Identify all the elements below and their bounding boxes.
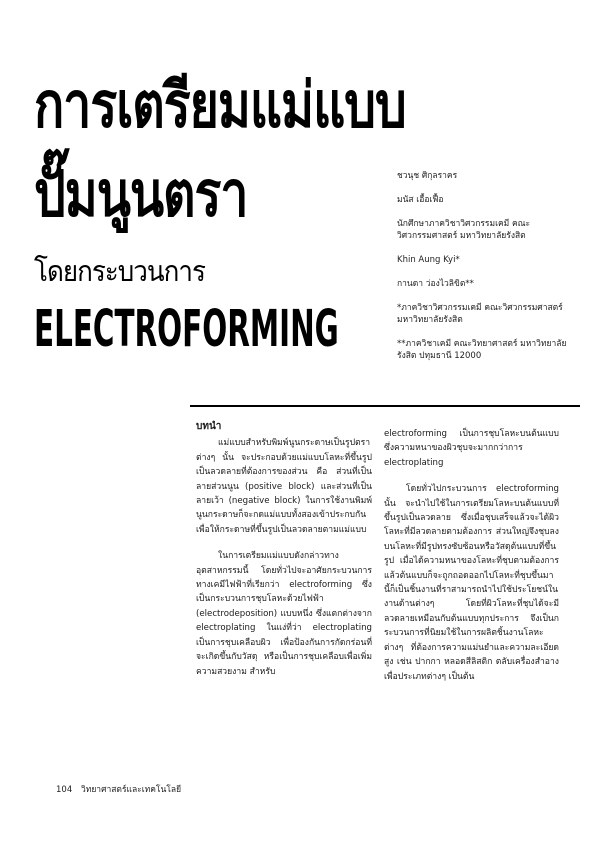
author-affiliation-1: *ภาควิชาวิศวกรรมเคมี คณะวิศวกรรมศาสตร์ มหาวิทยาลัยรังสิต [397,303,563,325]
journal-name: วิทยาศาสตร์และเทคโนโลยี [80,785,182,795]
article-title-line-1: การเตรียมแม่แบบ [34,69,406,142]
author-3: Khin Aung Kyi* [397,255,460,265]
paragraph: electroforming เป็นการชุบโลหะบนต้นแบบซึ่งความหนาของผิวชุบจะมากกว่าการ electroplating [384,429,559,468]
author-block [397,170,577,374]
author-2: มนัส เอื้อเฟื้อ [397,195,444,205]
paragraph: โดยทั่วไปกระบวนการ electroforming นั้น จะนำไปใช้ในการเตรียมโลหะบนต้นแบบที่ขึ้นรูปเป็นลวดลาย ซึ่งเมื่อชุบเสร็จแล้วจะได้ผิวโลหะที่มีลวดลายตามต้องการ ส่วนใหญ่จึงชุบลงบนโลหะที่มีรูปทรงซับซ้อนหรือวัสดุต้นแบบที่ขึ้นรูป เมื่อได้ความหนาของโลหะที่ชุบตามต้องการแล้วต้นแบบก็จะถูกถอดออกไปโลหะที่ชุบขึ้นมานี้ก็เป็นชิ้นงานที่ราสามารถนำไปใช้ประโยชน์ในงานด้านต่างๆ โดยที่ผิวโลหะที่ชุบได้จะมีลวดลายเหมือนกับต้นแบบทุกประการ จึงเป็นกระบวนการที่นิยมใช้ในการผลิตชิ้นงานโลหะต่างๆ ที่ต้องการความแม่นยำและความละเอียดสูง เช่น ปากกา หลอดสีลิสติก ตลับเครื่องสำอาง เพื่อประเภทต่างๆ เป็นต้น [384,484,559,682]
page-footer [56,782,187,796]
header-divider [190,405,580,407]
article-title-line-2: ปั๊มนูนตรา [34,158,248,231]
paragraph: ในการเตรียมแม่แบบดังกล่าวทางอุตสาหกรรมนี้ โดยทั่วไปจะอาศัยกระบวนการทางเคมีไฟฟ้าที่เรียกว่า electroforming ซึ่งเป็นกระบวนการชุบโลหะด้วยไฟฟ้า (electrodeposition) แบบหนึ่ง ซึ่งแตกต่างจาก electroplating ในแง่ที่ว่า electroplating เป็นการชุบเคลือบผิว เพื่อป้องกันการกัดกร่อนที่จะเกิดขึ้นกับวัสดุ หรือเป็นการชุบเคลือบเพื่อเพิ่มความสวยงาม สำหรับ [196,551,372,677]
paragraph: แม่แบบสำหรับพิมพ์นูนกระดาษเป็นรูปตราต่างๆ นั้น จะประกอบด้วยแม่แบบโลหะที่ขึ้นรูปเป็นลวดลายที่ต้องการของส่วน คือ ส่วนที่เป็นลายส่วนนูน (positive block) และส่วนที่เป็นลายเว้า (negative block) ในการใช้งานพิมพ์นูนกระดาษก็จะกดแม่แบบทั้งสองเข้าประกบกัน เพื่อให้กระดาษที่ขึ้นรูปเป็นลวดลายตามแม่แบบ [196,438,372,535]
author-affiliation-2: **ภาควิชาเคมี คณะวิทยาศาสตร์ มหาวิทยาลัยรังสิต ปทุมธานี 12000 [397,339,567,361]
author-4: กานดา ว่องไวลิขิต** [397,279,474,289]
page-number: 104 [56,785,73,795]
body-column-right [384,427,559,684]
article-title-line-3: โดยกระบวนการ [34,255,205,289]
author-affiliation-students: นักศึกษาภาควิชาวิศวกรรมเคมี คณะวิศวกรรมศาสตร์ มหาวิทยาลัยรังสิต [397,219,531,241]
article-title-line-4: ELECTROFORMING [34,299,339,358]
body-column-left [196,420,372,679]
author-1: ชวนุช ศิกุลราคร [397,171,458,181]
section-heading-introduction: บทนำ [196,421,222,432]
